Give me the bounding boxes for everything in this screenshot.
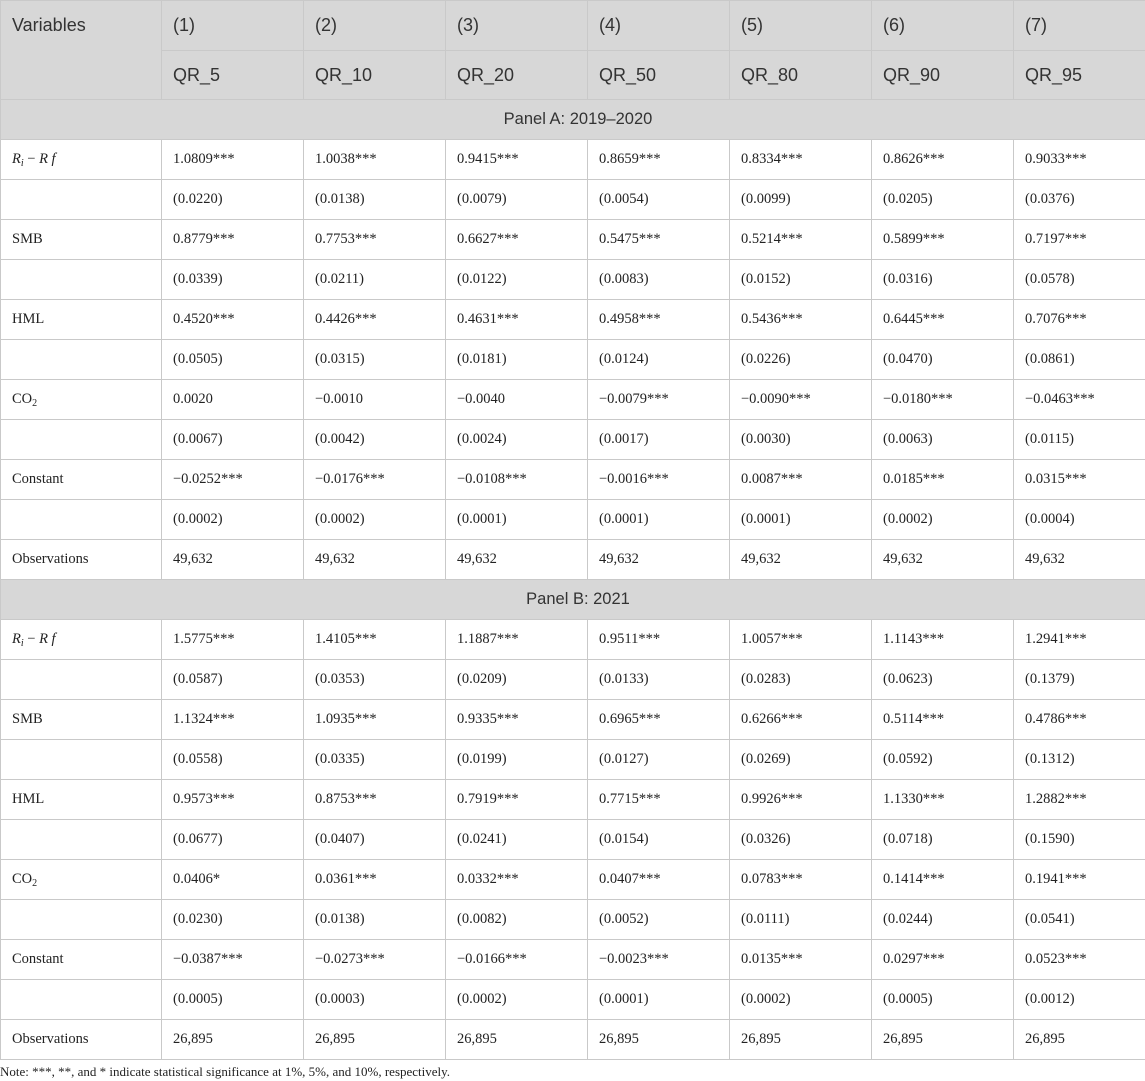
table-cell: (0.0067): [162, 420, 304, 460]
table-cell: 0.9511***: [588, 620, 730, 660]
column-number: (5): [730, 1, 872, 51]
table-cell: (0.1312): [1014, 740, 1145, 780]
table-cell: 1.2941***: [1014, 620, 1145, 660]
table-cell: (0.0316): [872, 260, 1014, 300]
table-row: [1, 940, 1145, 980]
table-cell: 0.9926***: [730, 780, 872, 820]
table-row: [1, 900, 1145, 940]
table-cell: 26,895: [1014, 1020, 1145, 1060]
table-cell: (0.0017): [588, 420, 730, 460]
table-cell: 1.0038***: [304, 140, 446, 180]
table-cell: (0.0592): [872, 740, 1014, 780]
panel-header-row: [1, 580, 1145, 620]
header-row-numbers: [1, 1, 1145, 51]
table-cell: 1.0935***: [304, 700, 446, 740]
table-cell: 26,895: [872, 1020, 1014, 1060]
table-row: [1, 620, 1145, 660]
row-label: $CO_2$: [1, 860, 162, 900]
row-label: [1, 340, 162, 380]
column-name: QR_5: [162, 51, 304, 100]
table-cell: 49,632: [162, 540, 304, 580]
table-cell: (0.0470): [872, 340, 1014, 380]
table-cell: 0.0087***: [730, 460, 872, 500]
table-cell: (0.0199): [446, 740, 588, 780]
table-row: [1, 180, 1145, 220]
row-label: $CO_2$: [1, 380, 162, 420]
table-cell: 0.8779***: [162, 220, 304, 260]
table-cell: 0.5114***: [872, 700, 1014, 740]
column-number: (6): [872, 1, 1014, 51]
table-cell: (0.0138): [304, 900, 446, 940]
table-row: [1, 980, 1145, 1020]
table-row: [1, 140, 1145, 180]
table-cell: (0.0587): [162, 660, 304, 700]
table-cell: 0.9573***: [162, 780, 304, 820]
table-cell: 0.4958***: [588, 300, 730, 340]
table-row: [1, 780, 1145, 820]
table-row: [1, 420, 1145, 460]
table-cell: (0.0505): [162, 340, 304, 380]
table-cell: 0.7715***: [588, 780, 730, 820]
table-row: [1, 660, 1145, 700]
table-cell: (0.0407): [304, 820, 446, 860]
table-cell: 0.0523***: [1014, 940, 1145, 980]
row-label: Observations: [1, 540, 162, 580]
table-cell: (0.0012): [1014, 980, 1145, 1020]
table-cell: (0.0220): [162, 180, 304, 220]
table-cell: 0.0783***: [730, 860, 872, 900]
table-cell: −0.0166***: [446, 940, 588, 980]
table-cell: (0.0335): [304, 740, 446, 780]
table-cell: (0.0001): [446, 500, 588, 540]
table-cell: 0.5899***: [872, 220, 1014, 260]
table-cell: 49,632: [304, 540, 446, 580]
table-cell: 0.8659***: [588, 140, 730, 180]
table-row: [1, 300, 1145, 340]
table-cell: (0.0002): [446, 980, 588, 1020]
row-label: [1, 900, 162, 940]
table-cell: (0.0677): [162, 820, 304, 860]
table-cell: (0.0353): [304, 660, 446, 700]
table-cell: 0.1414***: [872, 860, 1014, 900]
table-cell: (0.0002): [162, 500, 304, 540]
table-row: [1, 220, 1145, 260]
table-cell: 0.7076***: [1014, 300, 1145, 340]
variables-header: Variables: [1, 1, 162, 100]
row-label: Constant: [1, 460, 162, 500]
table-cell: (0.0205): [872, 180, 1014, 220]
column-number: (4): [588, 1, 730, 51]
table-cell: (0.0079): [446, 180, 588, 220]
table-cell: 26,895: [588, 1020, 730, 1060]
row-label: [1, 420, 162, 460]
table-cell: 0.9415***: [446, 140, 588, 180]
table-cell: (0.0578): [1014, 260, 1145, 300]
table-cell: (0.0376): [1014, 180, 1145, 220]
table-cell: (0.0124): [588, 340, 730, 380]
table-cell: (0.0623): [872, 660, 1014, 700]
table-cell: (0.0042): [304, 420, 446, 460]
table-cell: (0.0541): [1014, 900, 1145, 940]
table-cell: (0.0024): [446, 420, 588, 460]
column-name: QR_90: [872, 51, 1014, 100]
row-label: $R_i - R$ f: [1, 140, 162, 180]
table-cell: (0.0083): [588, 260, 730, 300]
table-cell: −0.0079***: [588, 380, 730, 420]
table-cell: (0.0339): [162, 260, 304, 300]
table-cell: (0.1590): [1014, 820, 1145, 860]
table-header: [1, 1, 1145, 100]
panel-header-row: [1, 100, 1145, 140]
table-cell: 0.0135***: [730, 940, 872, 980]
table-cell: 0.4631***: [446, 300, 588, 340]
table-cell: (0.0718): [872, 820, 1014, 860]
table-cell: 49,632: [588, 540, 730, 580]
table-cell: (0.0181): [446, 340, 588, 380]
table-cell: (0.0230): [162, 900, 304, 940]
table-cell: 1.1143***: [872, 620, 1014, 660]
table-cell: 1.1887***: [446, 620, 588, 660]
table-cell: (0.0558): [162, 740, 304, 780]
table-cell: (0.0209): [446, 660, 588, 700]
column-number: (3): [446, 1, 588, 51]
row-label: $R_i - R$ f: [1, 620, 162, 660]
table-cell: 49,632: [446, 540, 588, 580]
row-label: [1, 980, 162, 1020]
table-row: [1, 260, 1145, 300]
panel-title: Panel A: 2019–2020: [1, 100, 1145, 140]
table-cell: 0.7197***: [1014, 220, 1145, 260]
table-cell: 49,632: [1014, 540, 1145, 580]
table-cell: 0.8334***: [730, 140, 872, 180]
column-name: QR_50: [588, 51, 730, 100]
table-cell: 0.9335***: [446, 700, 588, 740]
row-label: [1, 660, 162, 700]
row-label: [1, 180, 162, 220]
table-cell: (0.0005): [872, 980, 1014, 1020]
table-cell: (0.0269): [730, 740, 872, 780]
column-number: (1): [162, 1, 304, 51]
table-cell: (0.0211): [304, 260, 446, 300]
table-cell: −0.0040: [446, 380, 588, 420]
table-cell: 0.0020: [162, 380, 304, 420]
table-cell: (0.0326): [730, 820, 872, 860]
table-cell: (0.0099): [730, 180, 872, 220]
row-label: Observations: [1, 1020, 162, 1060]
table-cell: −0.0090***: [730, 380, 872, 420]
table-cell: (0.0003): [304, 980, 446, 1020]
row-label: HML: [1, 300, 162, 340]
table-cell: (0.0002): [872, 500, 1014, 540]
table-cell: 0.0407***: [588, 860, 730, 900]
column-name: QR_20: [446, 51, 588, 100]
table-cell: 0.0361***: [304, 860, 446, 900]
table-cell: 26,895: [304, 1020, 446, 1060]
table-cell: (0.0241): [446, 820, 588, 860]
table-cell: 0.1941***: [1014, 860, 1145, 900]
table-cell: −0.0023***: [588, 940, 730, 980]
table-cell: 0.7753***: [304, 220, 446, 260]
table-cell: (0.0111): [730, 900, 872, 940]
table-cell: 1.0057***: [730, 620, 872, 660]
row-label: SMB: [1, 700, 162, 740]
table-cell: (0.0001): [588, 980, 730, 1020]
table-cell: −0.0010: [304, 380, 446, 420]
table-cell: 49,632: [730, 540, 872, 580]
table-cell: (0.0052): [588, 900, 730, 940]
table-cell: 0.0185***: [872, 460, 1014, 500]
row-label: [1, 500, 162, 540]
table-note: Note: ***, **, and * indicate statistical significance at 1%, 5%, and 10%, respectively.: [0, 1064, 451, 1079]
table-body: [1, 100, 1145, 1060]
table-cell: −0.0180***: [872, 380, 1014, 420]
table-cell: 49,632: [872, 540, 1014, 580]
table-cell: 0.0315***: [1014, 460, 1145, 500]
table-cell: (0.0001): [588, 500, 730, 540]
table-cell: (0.0004): [1014, 500, 1145, 540]
table-cell: 26,895: [730, 1020, 872, 1060]
table-cell: 1.4105***: [304, 620, 446, 660]
table-cell: (0.0054): [588, 180, 730, 220]
table-cell: (0.0315): [304, 340, 446, 380]
table-row: [1, 860, 1145, 900]
table-cell: 0.5436***: [730, 300, 872, 340]
table-cell: 0.4426***: [304, 300, 446, 340]
column-name: QR_95: [1014, 51, 1145, 100]
row-label: [1, 740, 162, 780]
row-label: Constant: [1, 940, 162, 980]
table-cell: 0.6965***: [588, 700, 730, 740]
table-cell: (0.0861): [1014, 340, 1145, 380]
row-label: SMB: [1, 220, 162, 260]
table-row: [1, 540, 1145, 580]
table-row: [1, 1020, 1145, 1060]
table-cell: (0.0005): [162, 980, 304, 1020]
table-row: [1, 740, 1145, 780]
table-cell: −0.0016***: [588, 460, 730, 500]
table-cell: (0.0283): [730, 660, 872, 700]
table-cell: 0.8753***: [304, 780, 446, 820]
table-cell: (0.0063): [872, 420, 1014, 460]
table-cell: (0.0002): [304, 500, 446, 540]
table-cell: 0.6445***: [872, 300, 1014, 340]
table-cell: (0.0133): [588, 660, 730, 700]
table-cell: 26,895: [162, 1020, 304, 1060]
table-cell: 0.6266***: [730, 700, 872, 740]
column-name: QR_80: [730, 51, 872, 100]
table-cell: 0.8626***: [872, 140, 1014, 180]
table-row: [1, 500, 1145, 540]
row-label: [1, 260, 162, 300]
table-row: [1, 380, 1145, 420]
column-number: (2): [304, 1, 446, 51]
table-cell: 0.5214***: [730, 220, 872, 260]
column-name: QR_10: [304, 51, 446, 100]
table-row: [1, 460, 1145, 500]
table-cell: −0.0273***: [304, 940, 446, 980]
table-cell: 1.1324***: [162, 700, 304, 740]
column-number: (7): [1014, 1, 1145, 51]
table-cell: −0.0176***: [304, 460, 446, 500]
table-cell: 0.9033***: [1014, 140, 1145, 180]
table-row: [1, 820, 1145, 860]
table-cell: 0.0332***: [446, 860, 588, 900]
table-cell: 0.4786***: [1014, 700, 1145, 740]
table-cell: 26,895: [446, 1020, 588, 1060]
table-cell: (0.1379): [1014, 660, 1145, 700]
table-cell: (0.0138): [304, 180, 446, 220]
table-cell: (0.0082): [446, 900, 588, 940]
table-row: [1, 340, 1145, 380]
table-row: [1, 700, 1145, 740]
table-cell: (0.0122): [446, 260, 588, 300]
table-cell: (0.0002): [730, 980, 872, 1020]
table-cell: −0.0252***: [162, 460, 304, 500]
table-cell: 0.6627***: [446, 220, 588, 260]
table-cell: 1.2882***: [1014, 780, 1145, 820]
table-cell: (0.0127): [588, 740, 730, 780]
table-cell: −0.0387***: [162, 940, 304, 980]
table-cell: 0.4520***: [162, 300, 304, 340]
header-row-names: [1, 51, 1145, 100]
table-cell: −0.0108***: [446, 460, 588, 500]
row-label: [1, 820, 162, 860]
panel-title: Panel B: 2021: [1, 580, 1145, 620]
table-cell: 1.5775***: [162, 620, 304, 660]
table-cell: 0.5475***: [588, 220, 730, 260]
table-cell: (0.0154): [588, 820, 730, 860]
table-cell: 0.7919***: [446, 780, 588, 820]
row-label: HML: [1, 780, 162, 820]
table-cell: (0.0001): [730, 500, 872, 540]
table-cell: (0.0226): [730, 340, 872, 380]
table-cell: (0.0030): [730, 420, 872, 460]
table-cell: 0.0406*: [162, 860, 304, 900]
table-cell: 1.0809***: [162, 140, 304, 180]
table-cell: −0.0463***: [1014, 380, 1145, 420]
table-cell: 1.1330***: [872, 780, 1014, 820]
table-cell: (0.0152): [730, 260, 872, 300]
table-cell: (0.0115): [1014, 420, 1145, 460]
table-cell: (0.0244): [872, 900, 1014, 940]
table-cell: 0.0297***: [872, 940, 1014, 980]
